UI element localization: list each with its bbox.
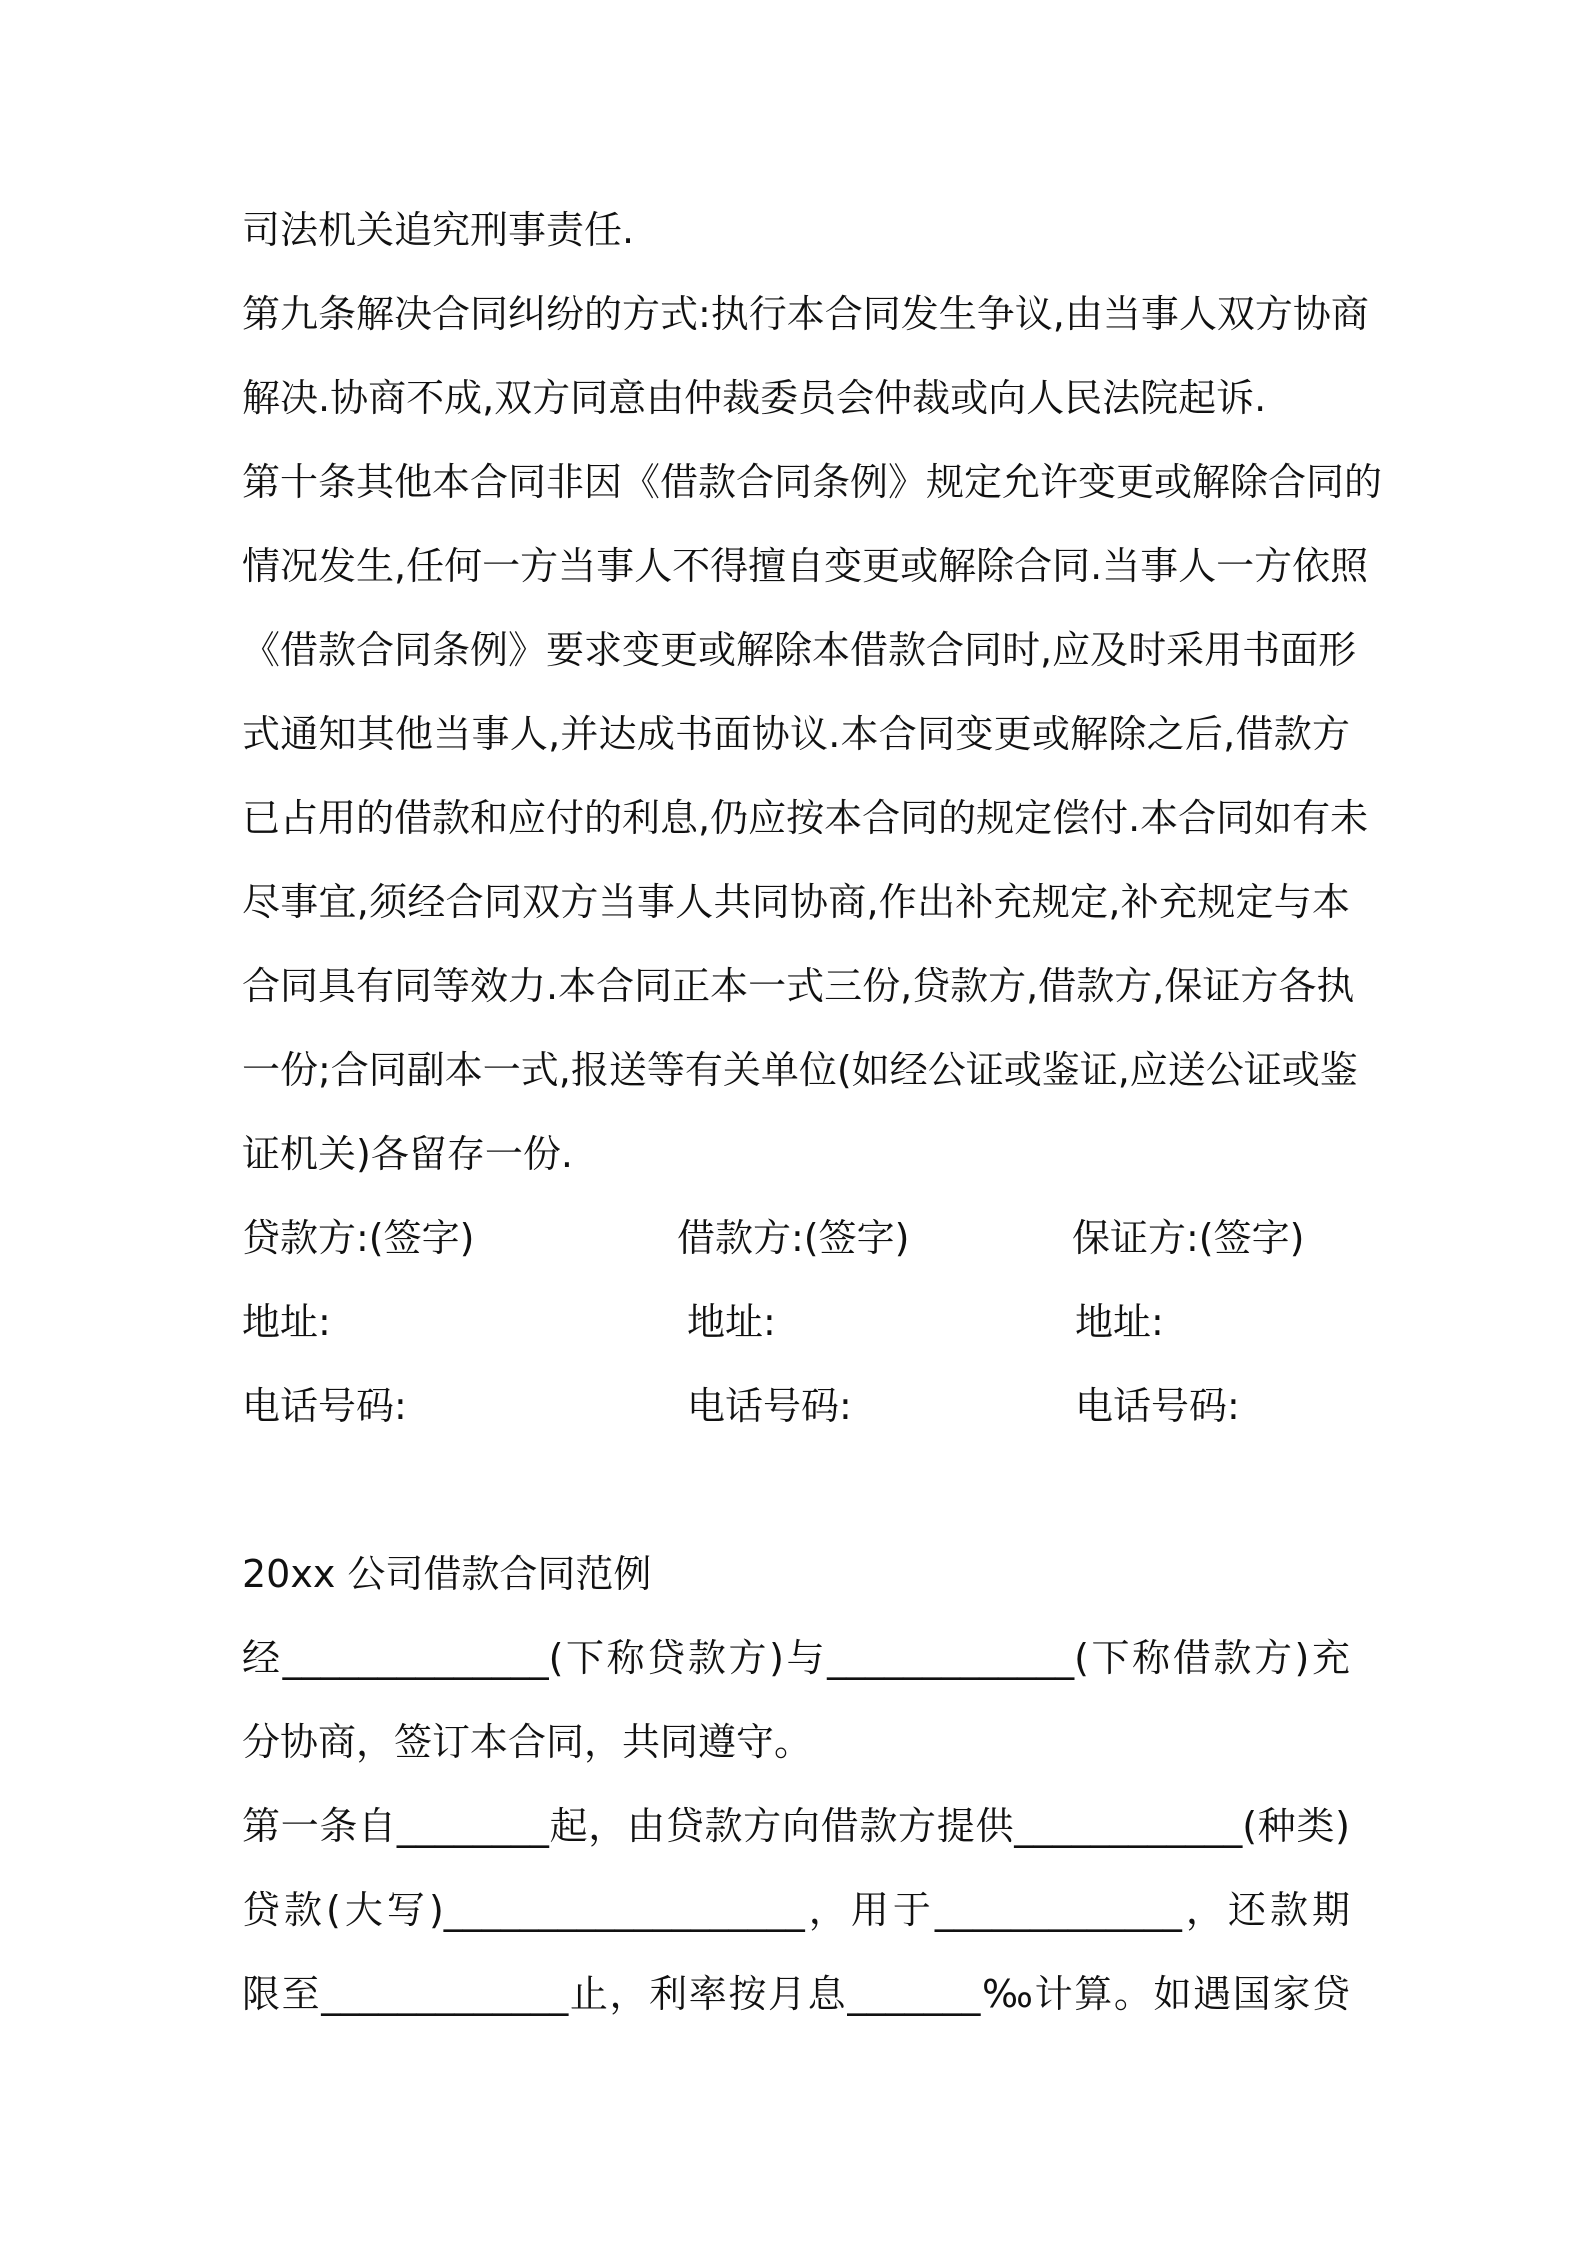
paragraph-line: 已占用的借款和应付的利息,仍应按本合同的规定偿付.本合同如有未: [242, 796, 1369, 840]
paragraph-line: 一份;合同副本一式,报送等有关单位(如经公证或鉴证,应送公证或鉴: [242, 1048, 1358, 1092]
paragraph-line: 司法机关追究刑事责任.: [242, 208, 635, 252]
phone-label-lender: 电话号码:: [242, 1384, 407, 1428]
paragraph-line: 式通知其他当事人,并达成书面协议.本合同变更或解除之后,借款方: [242, 712, 1350, 756]
signature-lender: 贷款方:(签字): [242, 1216, 475, 1260]
signature-borrower: 借款方:(签字): [677, 1216, 910, 1260]
section-title: 20xx 公司借款合同范例: [242, 1552, 652, 1596]
paragraph-line: 解决.协商不成,双方同意由仲裁委员会仲裁或向人民法院起诉.: [242, 376, 1267, 420]
phone-label-borrower: 电话号码:: [687, 1384, 852, 1428]
paragraph-line: 尽事宜,须经合同双方当事人共同协商,作出补充规定,补充规定与本: [242, 880, 1350, 924]
paragraph-line: 第十条其他本合同非因《借款合同条例》规定允许变更或解除合同的: [242, 460, 1383, 504]
phone-label-guarantor: 电话号码:: [1075, 1384, 1240, 1428]
signature-guarantor: 保证方:(签字): [1072, 1216, 1305, 1260]
paragraph-line: 证机关)各留存一份.: [242, 1132, 573, 1176]
paragraph-line: 贷款(大写)___________________，用于_____________，还款期: [242, 1888, 1350, 1932]
address-label-guarantor: 地址:: [1075, 1300, 1164, 1344]
paragraph-line: 《借款合同条例》要求变更或解除本借款合同时,应及时采用书面形: [242, 628, 1357, 672]
paragraph-line: 第一条自________起，由贷款方向借款方提供____________(种类): [242, 1804, 1350, 1848]
paragraph-line: 第九条解决合同纠纷的方式:执行本合同发生争议,由当事人双方协商: [242, 292, 1369, 336]
paragraph-line: 经______________(下称贷款方)与_____________(下称借款方)充: [242, 1636, 1350, 1680]
paragraph-line: 分协商，签订本合同，共同遵守。: [242, 1720, 813, 1764]
paragraph-line: 限至_____________止，利率按月息_______‰计算。如遇国家贷: [242, 1972, 1350, 2016]
address-label-borrower: 地址:: [687, 1300, 776, 1344]
paragraph-line: 情况发生,任何一方当事人不得擅自变更或解除合同.当事人一方依照: [242, 544, 1369, 588]
paragraph-line: 合同具有同等效力.本合同正本一式三份,贷款方,借款方,保证方各执: [242, 964, 1355, 1008]
address-label-lender: 地址:: [242, 1300, 331, 1344]
